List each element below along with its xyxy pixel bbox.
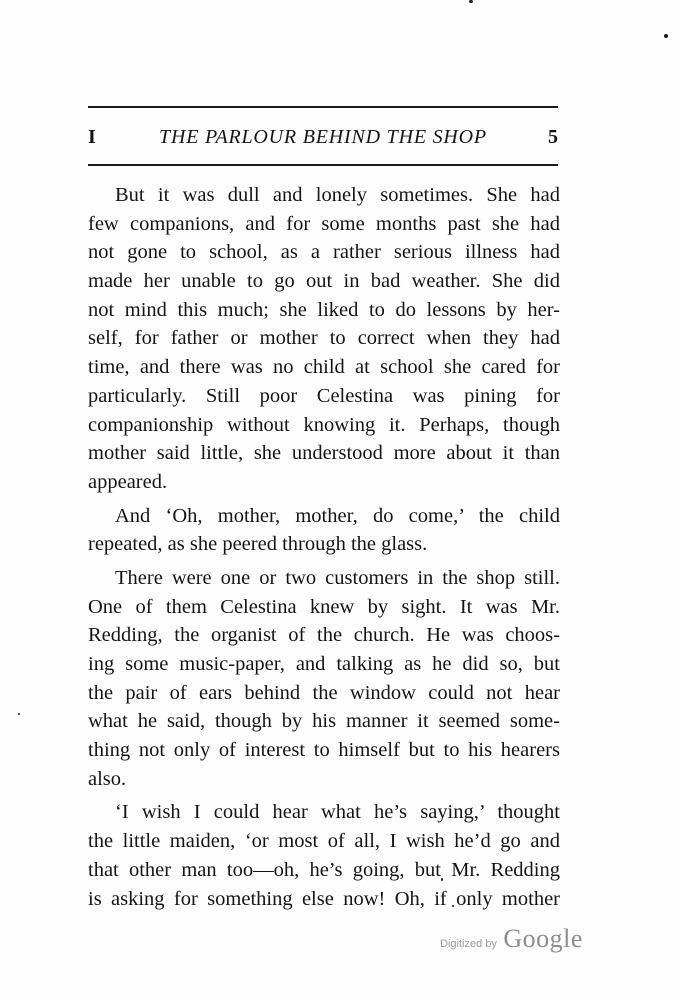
text-line: appeared. (88, 470, 168, 493)
text-line: There were one or two customers in the shop still. (115, 566, 560, 589)
ink-speck (18, 713, 20, 715)
running-title: THE PARLOUR BEHIND THE SHOP (159, 126, 487, 148)
text-line: particularly. Still poor Celestina was pining for (88, 384, 560, 407)
text-line: repeated, as she peered through the glass. (88, 533, 428, 556)
google-logo: Google (503, 924, 583, 953)
header-rule-top (88, 106, 558, 108)
ink-speck (469, 0, 473, 3)
text-line: Redding, the organist of the church. He was choos- (88, 624, 560, 647)
text-line: ‘I wish I could hear what he’s saying,’ thought (115, 801, 560, 824)
text-line: the pair of ears behind the window could not hear (88, 681, 560, 704)
text-line: not mind this much; she liked to do lessons by her- (88, 298, 560, 321)
watermark-prefix: Digitized by (440, 938, 497, 950)
header-rule-bottom (88, 164, 558, 166)
running-head (88, 122, 558, 152)
text-line: mother said little, she understood more about it than (88, 442, 560, 465)
text-line: the little maiden, ‘or most of all, I wish he’d go and (88, 830, 560, 853)
text-line: what he said, though by his manner it seemed some- (88, 710, 560, 733)
chapter-number: I (88, 126, 96, 148)
text-line: But it was dull and lonely sometimes. She had (115, 184, 560, 206)
text-line: thing not only of interest to himself but to his hearers (88, 739, 560, 762)
digitized-by-watermark (440, 924, 583, 954)
page-number: 5 (548, 126, 558, 148)
text-line: self, for father or mother to correct when they had (88, 327, 560, 350)
page-body (88, 181, 560, 913)
ink-speck (664, 34, 668, 38)
text-line: few companions, and for some months past she had (88, 212, 560, 235)
text-line: made her unable to go out in bad weather. She did (88, 270, 560, 293)
text-line: that other man too—oh, he’s going, but Mr. Redding (88, 858, 560, 881)
text-line: companionship without knowing it. Perhaps, though (88, 413, 560, 436)
text-line: is asking for something else now! Oh, if only mother (88, 887, 560, 910)
text-line: not gone to school, as a rather serious illness had (88, 241, 560, 264)
text-line: One of them Celestina knew by sight. It was Mr. (88, 595, 560, 618)
text-line: also. (88, 767, 127, 790)
text-line: time, and there was no child at school she cared for (88, 356, 560, 379)
text-line: And ‘Oh, mother, mother, do come,’ the child (115, 504, 560, 527)
text-line: ing some music-paper, and talking as he did so, but (88, 653, 560, 675)
